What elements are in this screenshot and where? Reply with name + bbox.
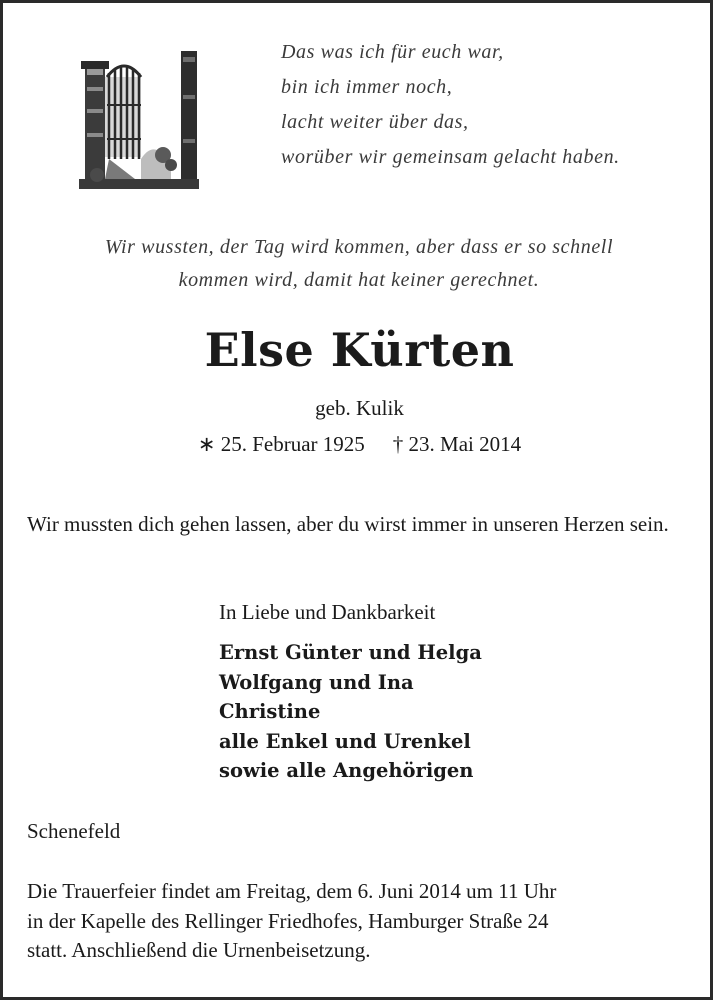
mourner: Christine — [219, 700, 321, 723]
funeral-line: statt. Anschließend die Urnenbeisetzung. — [27, 938, 371, 962]
mourner: Wolfgang und Ina — [219, 670, 414, 694]
funeral-line: in der Kapelle des Rellinger Friedhofes, Hamburger Straße 24 — [27, 908, 549, 933]
signoff: In Liebe und Dankbarkeit — [219, 600, 436, 624]
mourner: Ernst Günter und Helga — [219, 641, 482, 664]
place: Schenefeld — [27, 819, 121, 843]
verse-line: Das was ich für euch war, — [281, 41, 504, 63]
verse-line: lacht weiter über das, — [281, 111, 469, 133]
quote-line: Wir wussten, der Tag wird kommen, aber dass er so schnell — [104, 236, 614, 258]
birth-date: ∗ 25. Februar 1925 — [197, 432, 365, 456]
funeral-info — [27, 877, 691, 966]
deceased-name: Else Kürten — [204, 323, 515, 377]
death-date: † 23. Mai 2014 — [392, 432, 522, 456]
verse-line: bin ich immer noch, — [281, 76, 453, 98]
mourners-list — [219, 638, 482, 786]
quote-line: kommen wird, damit hat keiner gerechnet. — [178, 269, 540, 291]
farewell-message: Wir mussten dich gehen lassen, aber du wirst immer in unseren Herzen sein. — [27, 512, 669, 536]
verse-line: worüber wir gemeinsam gelacht haben. — [281, 146, 620, 168]
mourner: sowie alle Angehörigen — [219, 759, 474, 782]
funeral-line: Die Trauerfeier findet am Freitag, dem 6. Juni 2014 um 11 Uhr — [27, 879, 557, 903]
quote — [23, 231, 695, 297]
garden-gate-illustration — [75, 47, 203, 189]
life-dates — [3, 432, 713, 457]
mourner: alle Enkel und Urenkel — [219, 729, 471, 753]
birth-name: geb. Kulik — [315, 396, 404, 420]
verse — [281, 35, 701, 175]
